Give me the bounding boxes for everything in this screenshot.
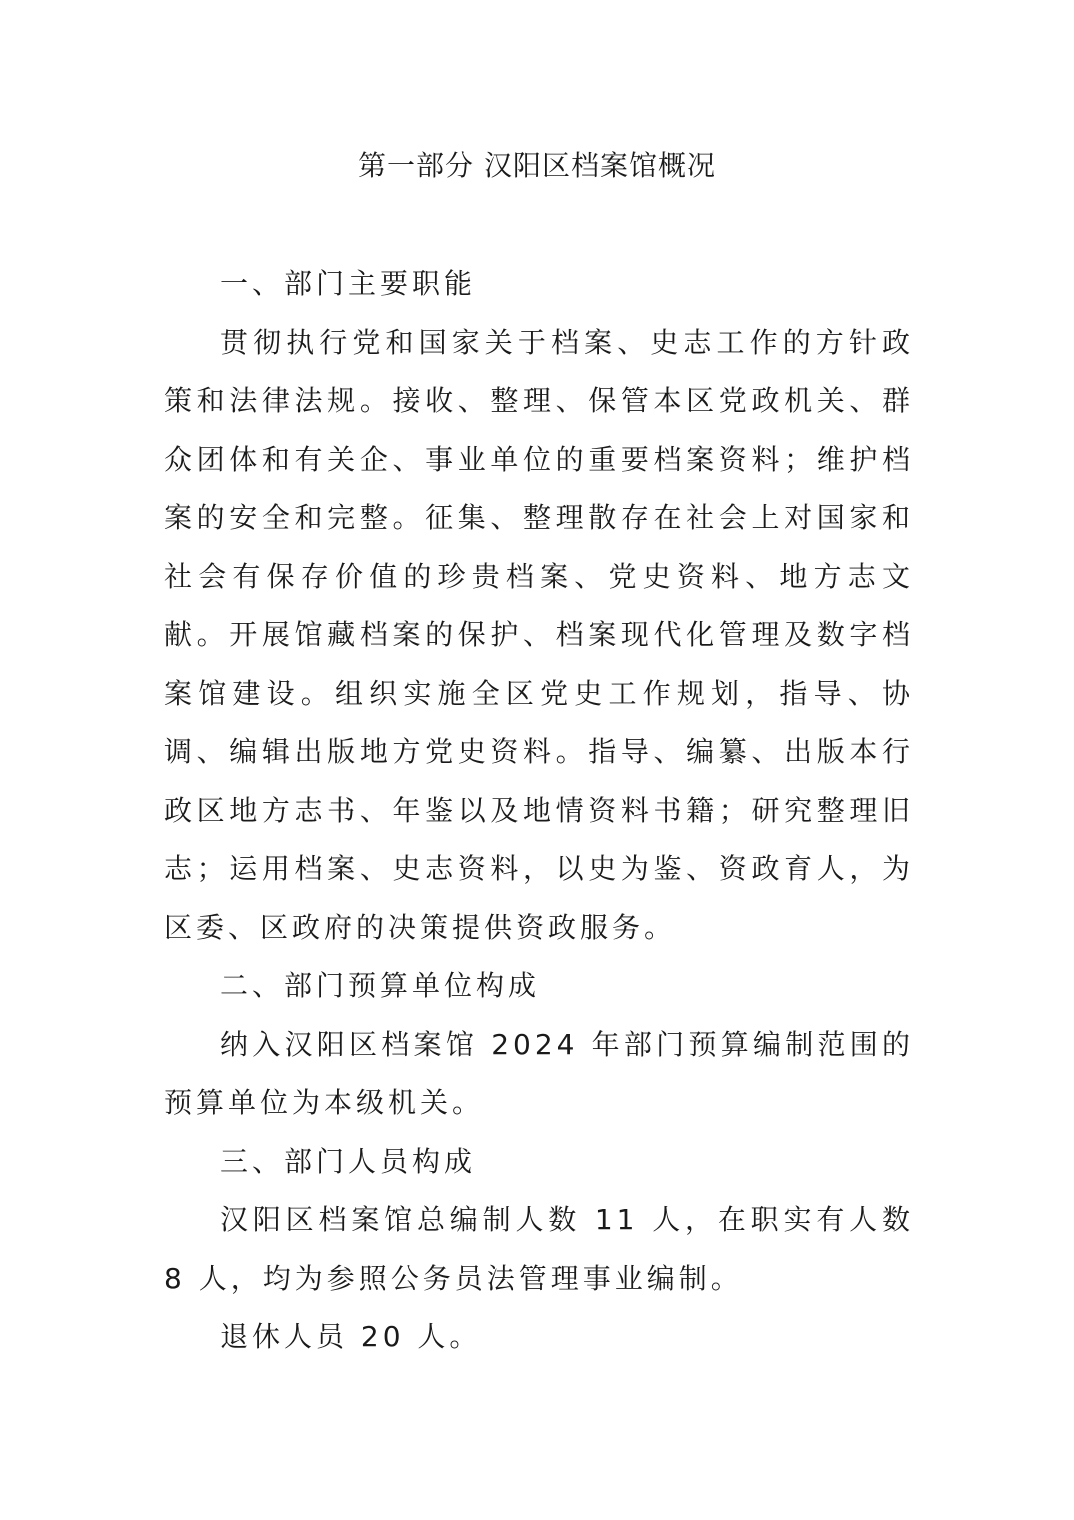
document-body (164, 255, 914, 1367)
paragraph-retired: 退休人员 20 人。 (220, 1320, 482, 1353)
paragraph-staff: 汉阳区档案馆总编制人数 11 人，在职实有人数 8 人，均为参照公务员法管理事业编制。 (164, 1203, 914, 1295)
page-title: 第一部分 汉阳区档案馆概况 (358, 149, 716, 182)
section-heading-staff: 三、部门人员构成 (220, 1144, 477, 1178)
section-heading-functions: 一、部门主要职能 (220, 267, 477, 300)
section-heading-units: 二、部门预算单位构成 (220, 969, 541, 1002)
paragraph-functions: 贯彻执行党和国家关于档案、史志工作的方针政策和法律法规。接收、整理、保管本区党政机关、群众团体和有关企、事业单位的重要档案资料；维护档案的安全和完整。征集、整理散存在社会上对国家和社会有保存价值的珍贵档案、党史资料、地方志文献。开展馆藏档案的保护、档案现代化管理及数字档案馆建设。组织实施全区党史工作规划，指导、协调、编辑出版地方党史资料。指导、编纂、出版本行政区地方志书、年鉴以及地情资料书籍；研究整理旧志；运用档案、史志资料，以史为鉴、资政育人，为区委、区政府的决策提供资政服务。 (164, 325, 914, 944)
paragraph-units: 纳入汉阳区档案馆 2024 年部门预算编制范围的预算单位为本级机关。 (164, 1027, 914, 1119)
